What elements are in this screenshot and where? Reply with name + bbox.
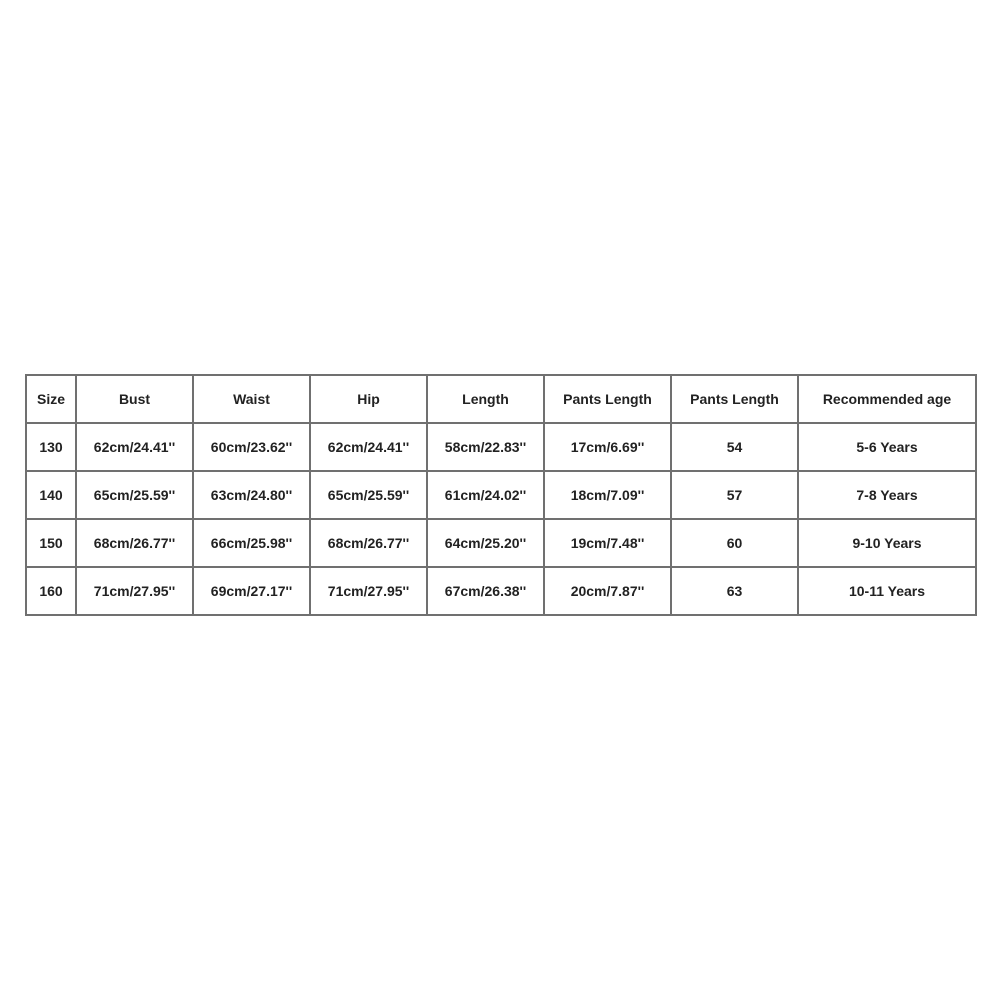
table-row xyxy=(26,519,976,567)
cell-recommended-age: 9-10 Years xyxy=(798,519,976,567)
header-cell-recommended-age: Recommended age xyxy=(798,375,976,423)
cell-waist: 63cm/24.80'' xyxy=(193,471,310,519)
cell-size: 140 xyxy=(26,471,76,519)
cell-recommended-age: 5-6 Years xyxy=(798,423,976,471)
cell-length: 64cm/25.20'' xyxy=(427,519,544,567)
table-row xyxy=(26,471,976,519)
cell-waist: 69cm/27.17'' xyxy=(193,567,310,615)
cell-size: 160 xyxy=(26,567,76,615)
header-cell-size: Size xyxy=(26,375,76,423)
header-cell-waist: Waist xyxy=(193,375,310,423)
cell-pants-length: 17cm/6.69'' xyxy=(544,423,671,471)
header-cell-pants-length: Pants Length xyxy=(544,375,671,423)
header-cell-pants-length-2: Pants Length xyxy=(671,375,798,423)
cell-hip: 68cm/26.77'' xyxy=(310,519,427,567)
cell-pants-length: 18cm/7.09'' xyxy=(544,471,671,519)
header-cell-bust: Bust xyxy=(76,375,193,423)
cell-bust: 65cm/25.59'' xyxy=(76,471,193,519)
cell-recommended-age: 10-11 Years xyxy=(798,567,976,615)
cell-pants-length: 19cm/7.48'' xyxy=(544,519,671,567)
cell-waist: 60cm/23.62'' xyxy=(193,423,310,471)
cell-length: 67cm/26.38'' xyxy=(427,567,544,615)
cell-bust: 71cm/27.95'' xyxy=(76,567,193,615)
cell-pants-length: 20cm/7.87'' xyxy=(544,567,671,615)
header-cell-hip: Hip xyxy=(310,375,427,423)
cell-size: 150 xyxy=(26,519,76,567)
cell-hip: 65cm/25.59'' xyxy=(310,471,427,519)
cell-size: 130 xyxy=(26,423,76,471)
cell-pants-length-2: 63 xyxy=(671,567,798,615)
cell-pants-length-2: 54 xyxy=(671,423,798,471)
cell-pants-length-2: 57 xyxy=(671,471,798,519)
table-row xyxy=(26,423,976,471)
cell-length: 61cm/24.02'' xyxy=(427,471,544,519)
size-chart-table xyxy=(25,374,977,616)
table-row xyxy=(26,567,976,615)
cell-bust: 68cm/26.77'' xyxy=(76,519,193,567)
cell-waist: 66cm/25.98'' xyxy=(193,519,310,567)
cell-pants-length-2: 60 xyxy=(671,519,798,567)
cell-hip: 62cm/24.41'' xyxy=(310,423,427,471)
cell-recommended-age: 7-8 Years xyxy=(798,471,976,519)
header-cell-length: Length xyxy=(427,375,544,423)
cell-length: 58cm/22.83'' xyxy=(427,423,544,471)
header-row xyxy=(26,375,976,423)
cell-bust: 62cm/24.41'' xyxy=(76,423,193,471)
cell-hip: 71cm/27.95'' xyxy=(310,567,427,615)
